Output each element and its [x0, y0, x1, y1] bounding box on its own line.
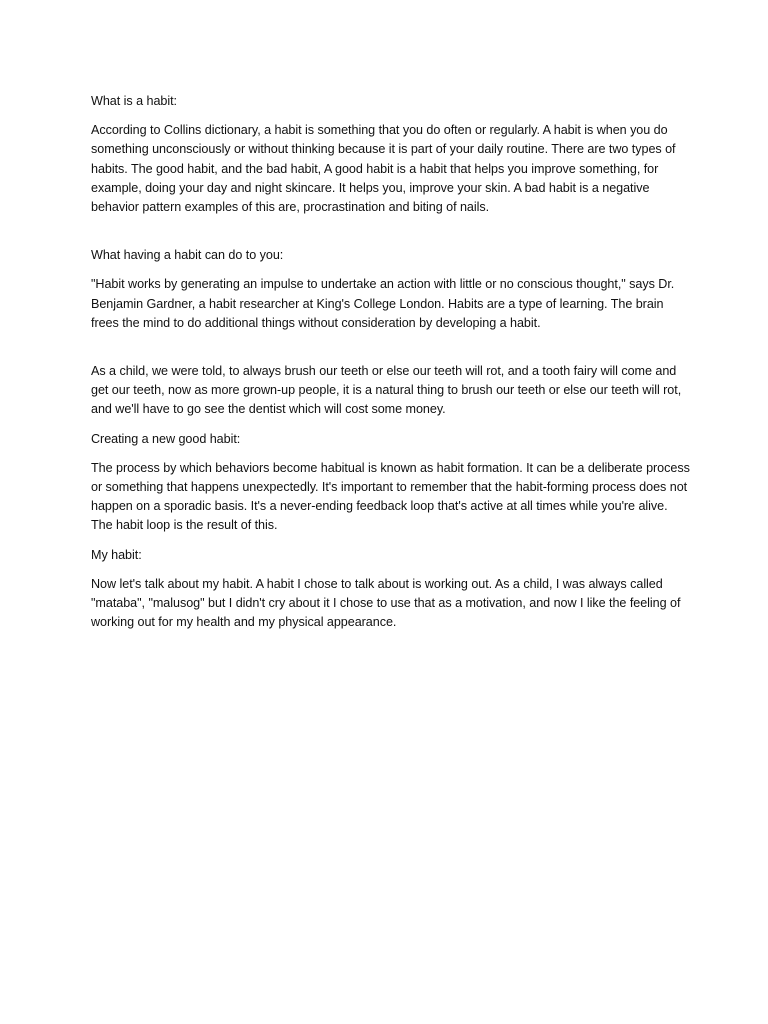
paragraph-gardner-quote: "Habit works by generating an impulse to undertake an action with little or no conscious thought," says Dr. Benjamin Gardner, a habit researcher at King's College London. Habits are a type of learning. The brain frees the mind to do additional things without consideration by developing a habit.: [91, 277, 675, 330]
section-heading-what-habit-does: What having a habit can do to you:: [91, 248, 284, 263]
paragraph-definition: According to Collins dictionary, a habit is something that you do often or regularly. A habit is when you do something unconsciously or without thinking because it is part of your daily routine. There are two types of habits. The good habit, and the bad habit, A good habit is a habit that helps you improve something, for example, doing your day and night skincare. It helps you, improve your skin. A bad habit is a negative behavior pattern examples of this are, procrastination and biting of nails.: [91, 123, 676, 215]
section-heading-what-is-a-habit: What is a habit:: [91, 94, 177, 108]
paragraph-my-habit: Now let's talk about my habit. A habit I chose to talk about is working out. As a child, I was always called "mataba", "malusog" but I didn't cry about it I chose to use that as a motivation, and now I like the feeling of working out for my health and my physical appearance.: [91, 576, 681, 630]
paragraph-habit-formation: The process by which behaviors become habitual is known as habit formation. It can be a deliberate process or something that happens unexpectedly. It's important to remember that the habit-forming process does not happen on a sporadic basis. It's a never-ending feedback loop that's active at all times while you're alive. The habit loop is the result of this.: [91, 460, 690, 533]
document-body: [91, 92, 691, 642]
section-heading-creating-habit: Creating a new good habit:: [91, 431, 241, 446]
paragraph-childhood-teeth: As a child, we were told, to always brush our teeth or else our teeth will rot, and a tooth fairy will come and get our teeth, now as more grown-up people, it is a natural thing to brush our teeth or else our teeth will rot, and we'll have to go see the dentist which will cost some money.: [91, 364, 682, 417]
section-heading-my-habit: My habit:: [91, 547, 142, 562]
